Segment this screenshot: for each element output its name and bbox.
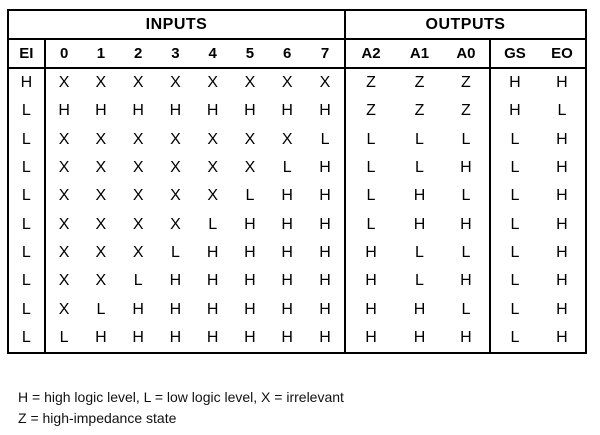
table-cell: X bbox=[45, 267, 83, 295]
truth-table bbox=[7, 9, 587, 354]
table-cell: H bbox=[319, 159, 331, 177]
table-cell: X bbox=[170, 215, 181, 233]
table-cell: H bbox=[95, 328, 107, 346]
table-cell: X bbox=[207, 187, 218, 205]
table-row bbox=[8, 154, 586, 182]
table-cell: H bbox=[460, 272, 472, 290]
table-cell: Z bbox=[345, 68, 396, 97]
table-cell: H bbox=[319, 328, 331, 346]
column-header-0: 0 bbox=[45, 39, 83, 68]
column-header-a0: A0 bbox=[443, 39, 490, 68]
table-cell: Z bbox=[414, 102, 425, 120]
table-cell: X bbox=[95, 243, 107, 261]
table-cell: H bbox=[319, 272, 331, 290]
table-cell: H bbox=[45, 97, 83, 125]
table-cell: H bbox=[281, 187, 293, 205]
table-row bbox=[8, 126, 586, 154]
table-cell: X bbox=[281, 74, 293, 92]
table-cell: H bbox=[460, 328, 472, 346]
column-header-1: 1 bbox=[83, 39, 120, 68]
table-cell: H bbox=[556, 215, 568, 233]
table-cell: H bbox=[169, 272, 182, 290]
table-cell: L bbox=[45, 324, 83, 353]
table-cell: X bbox=[207, 74, 218, 92]
column-header-2: 2 bbox=[119, 39, 157, 68]
table-cell: L bbox=[21, 215, 31, 233]
table-cell: H bbox=[132, 328, 144, 346]
table-cell: X bbox=[244, 130, 256, 148]
table-cell: H bbox=[281, 102, 293, 120]
column-header-a1: A1 bbox=[396, 39, 443, 68]
table-cell: L bbox=[21, 130, 31, 148]
table-cell: L bbox=[21, 187, 31, 205]
column-header-gs: GS bbox=[490, 39, 539, 68]
table-body bbox=[8, 68, 586, 353]
table-cell: L bbox=[490, 126, 539, 154]
footnote-legend: H = high logic level, L = low logic level, X = irrelevant bbox=[18, 389, 344, 405]
table-cell: H bbox=[345, 239, 396, 267]
table-cell: L bbox=[415, 130, 424, 148]
table-cell: L bbox=[490, 210, 539, 238]
table-cell: X bbox=[281, 130, 293, 148]
table-cell: H bbox=[319, 215, 331, 233]
table-cell: L bbox=[415, 272, 424, 290]
table-cell: L bbox=[96, 300, 106, 318]
table-cell: X bbox=[95, 215, 107, 233]
table-cell: L bbox=[490, 295, 539, 323]
footnotes bbox=[18, 387, 344, 429]
column-header-eo: EO bbox=[539, 39, 586, 68]
column-header-7: 7 bbox=[306, 39, 345, 68]
table-cell: H bbox=[490, 97, 539, 125]
table-cell: H bbox=[244, 215, 256, 233]
column-header-3: 3 bbox=[157, 39, 194, 68]
table-cell: H bbox=[319, 243, 331, 261]
table-cell: Z bbox=[345, 97, 396, 125]
table-cell: L bbox=[208, 215, 218, 233]
table-cell: L bbox=[21, 328, 31, 346]
column-header-a2: A2 bbox=[345, 39, 396, 68]
table-cell: H bbox=[556, 272, 568, 290]
table-cell: L bbox=[490, 239, 539, 267]
footnote-z-state: Z = high-impedance state bbox=[18, 410, 177, 426]
table-cell: X bbox=[95, 74, 107, 92]
table-cell: X bbox=[244, 74, 256, 92]
table-cell: L bbox=[461, 243, 471, 261]
table-cell: H bbox=[556, 130, 568, 148]
column-header-4: 4 bbox=[194, 39, 232, 68]
table-cell: H bbox=[281, 328, 293, 346]
table-cell: X bbox=[207, 130, 218, 148]
table-cell: H bbox=[556, 187, 568, 205]
table-cell: H bbox=[413, 328, 426, 346]
table-cell: L bbox=[490, 324, 539, 353]
outputs-header: OUTPUTS bbox=[345, 10, 586, 39]
table-cell: L bbox=[490, 182, 539, 210]
table-cell: L bbox=[461, 187, 471, 205]
table-cell: L bbox=[345, 210, 396, 238]
table-cell: H bbox=[460, 159, 472, 177]
inputs-header: INPUTS bbox=[8, 10, 345, 39]
table-cell: H bbox=[281, 215, 293, 233]
table-cell: L bbox=[490, 154, 539, 182]
table-row bbox=[8, 324, 586, 353]
table-cell: H bbox=[132, 300, 144, 318]
table-row bbox=[8, 239, 586, 267]
table-cell: H bbox=[319, 300, 331, 318]
table-cell: H bbox=[206, 243, 219, 261]
column-header-row bbox=[8, 39, 586, 68]
table-cell: X bbox=[170, 187, 181, 205]
table-cell: H bbox=[490, 68, 539, 97]
table-cell: H bbox=[132, 102, 144, 120]
table-row bbox=[8, 182, 586, 210]
table-cell: Z bbox=[414, 74, 425, 92]
table-cell: X bbox=[45, 154, 83, 182]
table-cell: X bbox=[45, 126, 83, 154]
table-cell: L bbox=[345, 182, 396, 210]
table-cell: L bbox=[245, 187, 255, 205]
table-cell: H bbox=[206, 300, 219, 318]
table-cell: H bbox=[169, 328, 182, 346]
table-cell: H bbox=[281, 300, 293, 318]
table-cell: H bbox=[413, 187, 426, 205]
table-row bbox=[8, 68, 586, 97]
table-cell: X bbox=[132, 243, 144, 261]
group-header-row bbox=[8, 10, 586, 39]
table-cell: X bbox=[45, 210, 83, 238]
table-cell: L bbox=[461, 130, 471, 148]
table-cell: L bbox=[320, 130, 330, 148]
table-cell: X bbox=[45, 182, 83, 210]
column-header-ei: EI bbox=[8, 39, 45, 68]
column-header-6: 6 bbox=[268, 39, 306, 68]
table-row bbox=[8, 210, 586, 238]
table-cell: X bbox=[170, 74, 181, 92]
table-cell: X bbox=[132, 159, 144, 177]
table-cell: H bbox=[556, 300, 568, 318]
table-cell: X bbox=[244, 159, 256, 177]
table-cell: H bbox=[319, 187, 331, 205]
table-cell: X bbox=[132, 215, 144, 233]
table-cell: L bbox=[461, 300, 471, 318]
table-cell: H bbox=[95, 102, 107, 120]
table-row bbox=[8, 295, 586, 323]
table-cell: H bbox=[244, 272, 256, 290]
table-cell: L bbox=[345, 126, 396, 154]
table-cell: X bbox=[170, 159, 181, 177]
table-cell: L bbox=[21, 159, 31, 177]
table-cell: H bbox=[413, 215, 426, 233]
table-cell: L bbox=[415, 243, 424, 261]
table-cell: H bbox=[244, 243, 256, 261]
table-cell: X bbox=[95, 187, 107, 205]
table-cell: X bbox=[132, 130, 144, 148]
table-cell: H bbox=[345, 267, 396, 295]
table-row bbox=[8, 97, 586, 125]
table-cell: H bbox=[281, 243, 293, 261]
table-cell: L bbox=[170, 243, 180, 261]
table-cell: L bbox=[415, 159, 424, 177]
column-header-5: 5 bbox=[232, 39, 269, 68]
table-cell: L bbox=[21, 243, 31, 261]
table-cell: X bbox=[132, 187, 144, 205]
table-cell: H bbox=[460, 215, 472, 233]
table-cell: L bbox=[21, 300, 31, 318]
table-cell: Z bbox=[461, 102, 471, 120]
table-cell: H bbox=[556, 243, 568, 261]
table-cell: H bbox=[556, 74, 568, 92]
table-cell: H bbox=[20, 74, 33, 92]
table-cell: X bbox=[170, 130, 181, 148]
table-cell: H bbox=[244, 328, 256, 346]
table-cell: H bbox=[281, 272, 293, 290]
table-cell: H bbox=[413, 300, 426, 318]
table-cell: L bbox=[21, 272, 31, 290]
table-cell: L bbox=[490, 267, 539, 295]
table-cell: L bbox=[21, 102, 31, 120]
table-cell: L bbox=[133, 272, 143, 290]
table-cell: H bbox=[244, 300, 256, 318]
table-cell: X bbox=[207, 159, 218, 177]
table-cell: H bbox=[206, 328, 219, 346]
table-cell: X bbox=[45, 295, 83, 323]
table-cell: X bbox=[45, 239, 83, 267]
table-cell: Z bbox=[461, 74, 471, 92]
table-cell: X bbox=[45, 68, 83, 97]
table-row bbox=[8, 267, 586, 295]
table-cell: X bbox=[95, 272, 107, 290]
table-cell: L bbox=[282, 159, 292, 177]
table-cell: H bbox=[345, 295, 396, 323]
table-cell: X bbox=[319, 74, 331, 92]
table-cell: H bbox=[244, 102, 256, 120]
table-cell: H bbox=[206, 272, 219, 290]
table-cell: X bbox=[132, 74, 144, 92]
table-cell: L bbox=[345, 154, 396, 182]
table-cell: H bbox=[169, 300, 182, 318]
table-cell: H bbox=[345, 324, 396, 353]
table-cell: H bbox=[556, 328, 568, 346]
table-cell: H bbox=[206, 102, 219, 120]
table-cell: L bbox=[557, 102, 567, 120]
table-cell: X bbox=[95, 130, 107, 148]
table-cell: H bbox=[169, 102, 182, 120]
table-cell: H bbox=[319, 102, 331, 120]
table-cell: X bbox=[95, 159, 107, 177]
table-cell: H bbox=[556, 159, 568, 177]
